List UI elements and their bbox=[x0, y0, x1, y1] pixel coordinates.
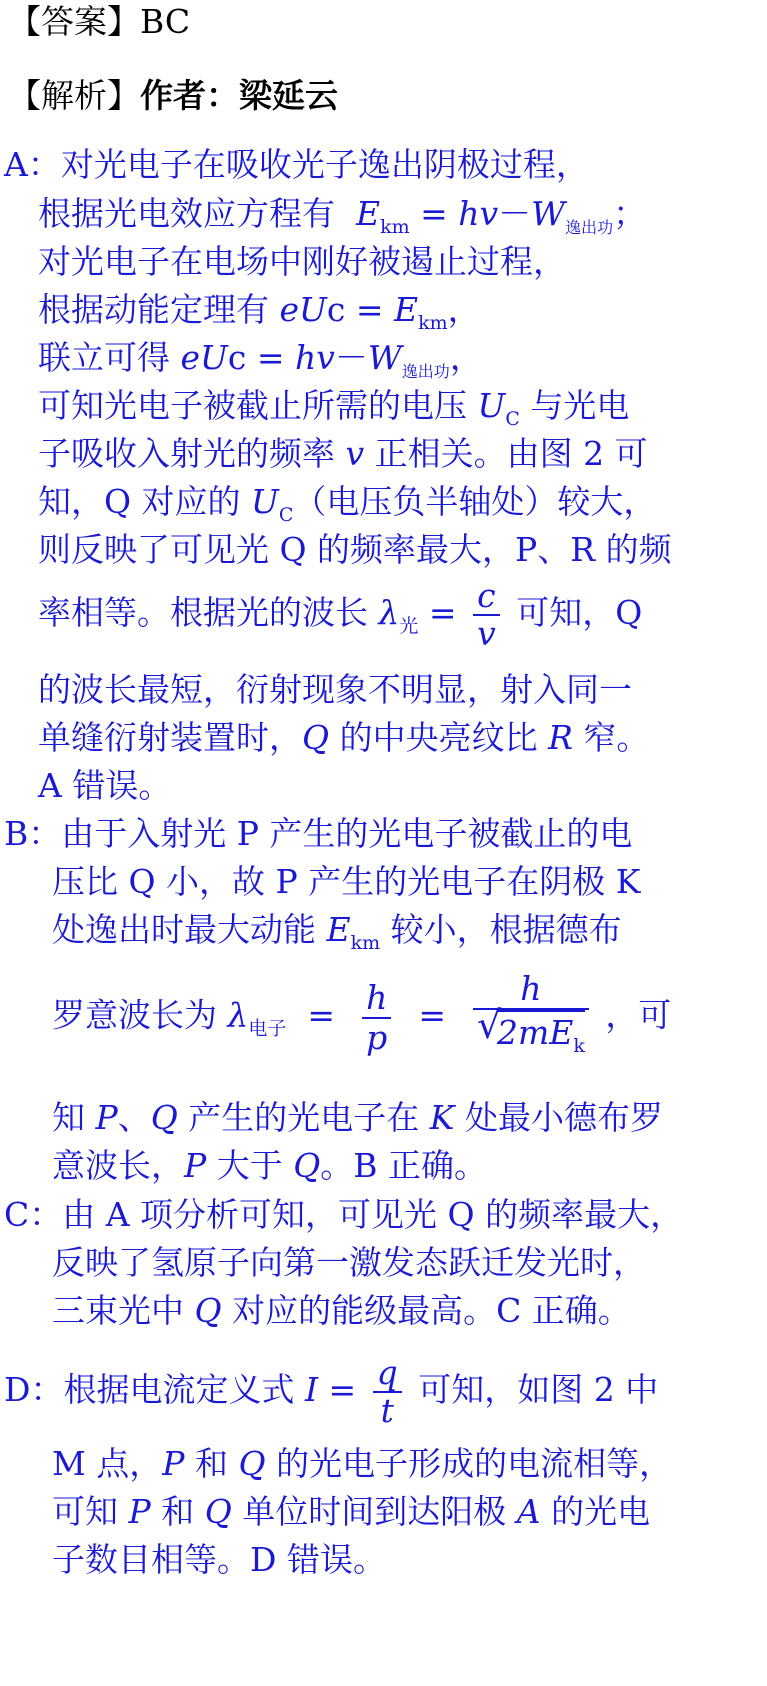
option-a-line-9: 则反映了可见光 Q 的频率最大，P、R 的频 bbox=[38, 530, 672, 569]
option-a-line-5: 联立可得 eUc = $hv-W_{逸出功}$， bbox=[38, 338, 483, 381]
option-b-line-6: 意波长，P 大于 Q。B 正确。 bbox=[52, 1146, 488, 1185]
option-c-line-3: 三束光中 Q 对应的能级最高。C 正确。 bbox=[52, 1291, 631, 1330]
option-a-line-13: A 错误。 bbox=[38, 766, 172, 805]
option-d-line-3: 可知 P 和 Q 单位时间到达阳极 A 的光电 bbox=[52, 1492, 651, 1531]
analysis-label: 【解析】 bbox=[8, 76, 140, 115]
sqrt-2mek: √ $2mE_k$ bbox=[477, 1010, 585, 1065]
option-a-line-6: 可知光电子被截止所需的电压 $U_C$ 与光电 bbox=[38, 386, 630, 430]
option-d-line-4: 子数目相等。D 错误。 bbox=[52, 1540, 386, 1579]
answer-label: 【答案】 bbox=[8, 2, 140, 41]
answer-line bbox=[8, 2, 190, 42]
option-a-line-1: A：对光电子在吸收光子逸出阴极过程， bbox=[4, 145, 589, 184]
option-a-line-4: 根据动能定理有 eUc = $E_{km}$， bbox=[38, 290, 481, 334]
option-a-line-10: 率相等。根据光的波长 $\lambda_光$ = $\frac{c}{v}$ 可知，Q bbox=[38, 576, 643, 653]
option-b-line-1: B：由于入射光 P 产生的光电子被截止的电 bbox=[4, 814, 633, 853]
author-credit: 作者：梁延云 bbox=[140, 76, 338, 115]
option-a-line-8: 知，Q 对应的 $U_C$（电压负半轴处）较大， bbox=[38, 482, 657, 526]
sqrt-icon: √ bbox=[476, 1003, 502, 1047]
option-b-line-3: 处逸出时最大动能 $E_{km}$ 较小，根据德布 bbox=[52, 910, 622, 954]
option-b-line-4: 罗意波长为 $\lambda_{电子}$ = $\frac{h}{p}$ = h √ $2mE_k$ ，可 bbox=[52, 970, 671, 1065]
option-a-line-12: 单缝衍射装置时，Q 的中央亮纹比 R 窄。 bbox=[38, 718, 650, 757]
fraction-h-over-sqrt: h √ $2mE_k$ bbox=[473, 970, 589, 1065]
answer-value: BC bbox=[140, 2, 191, 41]
analysis-line bbox=[8, 76, 338, 116]
option-c-line-1: C：由 A 项分析可知，可见光 Q 的频率最大， bbox=[4, 1195, 684, 1234]
option-a-line-7: 子吸收入射光的频率 v 正相关。由图 2 可 bbox=[38, 434, 648, 473]
option-b-line-5: 知 P、Q 产生的光电子在 K 处最小德布罗 bbox=[52, 1098, 663, 1137]
option-a-line-3: 对光电子在电场中刚好被遏止过程， bbox=[38, 242, 566, 281]
option-c-line-2: 反映了氢原子向第一激发态跃迁发光时， bbox=[52, 1243, 646, 1282]
option-d-line-1: D：根据电流定义式 I = $\frac{q}{t}$ 可知，如图 2 中 bbox=[4, 1353, 659, 1430]
option-b-line-2: 压比 Q 小，故 P 产生的光电子在阴极 K bbox=[52, 862, 641, 901]
fraction-q-over-t: $\frac{q}{t}$ bbox=[373, 1355, 402, 1429]
fraction-c-over-v: $\frac{c}{v}$ bbox=[473, 578, 500, 652]
option-a-line-2: 根据光电效应方程有 $E_{km} = hv-W_{逸出功}$； bbox=[38, 194, 647, 238]
option-d-line-2: M 点，P 和 Q 的光电子形成的电流相等， bbox=[52, 1444, 673, 1483]
option-a-line-11: 的波长最短，衍射现象不明显，射入同一 bbox=[38, 670, 632, 709]
fraction-h-over-p: $\frac{h}{p}$ bbox=[362, 979, 391, 1057]
